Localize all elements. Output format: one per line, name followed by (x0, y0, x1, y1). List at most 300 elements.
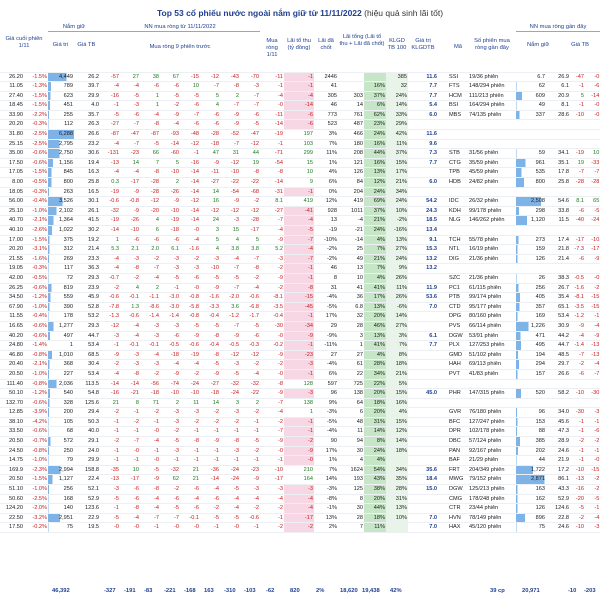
cell-avg-price: 24.0 (74, 446, 100, 456)
cell-total-profit: 487 (338, 120, 364, 130)
cell-session-8: -2 (240, 408, 260, 418)
table-row (0, 226, 600, 236)
cell-delta-1: -17 (570, 235, 585, 245)
cell-session-3: 1 (140, 101, 160, 111)
cell-session-5: -2 (180, 417, 200, 427)
cell-session-7: -1 (220, 427, 240, 437)
cell-session-8: -9 (240, 475, 260, 485)
cell-change: -0.3% (24, 120, 48, 130)
cell-net-buy: -11 (260, 72, 284, 82)
cell-total-profit: 32 (338, 312, 364, 322)
cell-code (448, 187, 468, 197)
cell-session-8: 3.8 (240, 245, 260, 255)
cell-profit-pct: 4% (364, 456, 386, 466)
cell-profit: -1 (284, 187, 314, 197)
cell-change: -0.6% (24, 331, 48, 341)
cell-session-6: -10 (200, 264, 220, 274)
cell-sessions: 164/294 phiên (468, 101, 516, 111)
cell-session-2: -4 (120, 82, 140, 92)
cell-code: MBS (448, 110, 468, 120)
cell-held-2: 273 (516, 235, 546, 245)
cell-session-4: -3 (160, 321, 180, 331)
cell-price: 26.20 (0, 72, 24, 82)
cell-held-2: 153 (516, 417, 546, 427)
cell-session-5: -1 (180, 456, 200, 466)
cell-session-2: -9 (120, 206, 140, 216)
cell-klgdtb (408, 408, 438, 418)
cell-held-2: 62 (516, 82, 546, 92)
cell-session-5: -0.8 (180, 312, 200, 322)
cell-delta-1: -7 (570, 350, 585, 360)
cell-avg-price-2: 124.6 (546, 504, 570, 514)
cell-held: 390 (48, 302, 74, 312)
cell-klgd: 12% (386, 427, 408, 437)
cell-session-6: -18 (200, 139, 220, 149)
cell-session-5: -0.1 (180, 513, 200, 523)
cell-klgd: 26% (386, 273, 408, 283)
cell-change: -2.5% (24, 139, 48, 149)
cell-delta-2: 10 (585, 149, 600, 159)
cell-session-2: -17 (120, 475, 140, 485)
cell-code: PTB (448, 293, 468, 303)
cell-held-2: 405 (516, 293, 546, 303)
cell-avg-price-2 (546, 139, 570, 149)
cell-sessions (468, 187, 516, 197)
cell-held: 4,449 (48, 72, 74, 82)
table-footer (0, 588, 600, 598)
cell-code: PVT (448, 369, 468, 379)
cell-session-6: -9 (200, 158, 220, 168)
cell-avg-price-2: 26.7 (546, 283, 570, 293)
cell-session-7: -12 (220, 158, 240, 168)
cell-held-2: 357 (516, 302, 546, 312)
cell-delta-1 (570, 264, 585, 274)
cell-delta-2: -7 (585, 168, 600, 178)
cell-profit-pct: 24% (364, 446, 386, 456)
cell-net-buy: -14 (260, 120, 284, 130)
cell-session-3: 38 (140, 72, 160, 82)
cell-session-3: -2 (140, 369, 160, 379)
cell-session-7: -12 (220, 206, 240, 216)
cell-delta-2: -33 (585, 158, 600, 168)
footer-total: 18,620 (340, 588, 358, 594)
cell-change: -3.9% (24, 408, 48, 418)
cell-sessions: 21/29 phiên (468, 456, 516, 466)
cell-klgd: 28% (386, 485, 408, 495)
cell-realized: -8% (314, 494, 338, 504)
cell-session-3: -1.4 (140, 312, 160, 322)
cell-session-4: -26 (160, 187, 180, 197)
cell-session-4: -60 (160, 149, 180, 159)
cell-session-4: -3.0 (160, 293, 180, 303)
cell-session-8: -28 (240, 216, 260, 226)
cell-avg-price: 113.5 (74, 379, 100, 389)
cell-profit: -2 (284, 437, 314, 447)
cell-avg-price-2: 34.0 (546, 408, 570, 418)
cell-avg-price-2 (546, 130, 570, 140)
cell-avg-price: 22.4 (74, 475, 100, 485)
footer-total-2: 19,438 (362, 588, 380, 594)
cell-session-5: -0.6 (180, 341, 200, 351)
cell-session-8: -5 (240, 321, 260, 331)
cell-held-2 (516, 187, 546, 197)
cell-code: FRT (448, 465, 468, 475)
cell-delta-2: -4 (585, 360, 600, 370)
cell-change: -1.0% (24, 206, 48, 216)
cell-profit-pct: 54% (364, 465, 386, 475)
cell-code: GVR (448, 408, 468, 418)
cell-code: BAF (448, 456, 468, 466)
cell-delta-2: -30 (585, 389, 600, 399)
cell-held: 6,288 (48, 130, 74, 140)
cell-avg-price: 52.9 (74, 494, 100, 504)
cell-session-4: -5 (160, 437, 180, 447)
cell-session-1: -1 (100, 456, 120, 466)
cell-held: 368 (48, 360, 74, 370)
cell-session-5: -8 (180, 437, 200, 447)
cell-session-8: -17 (240, 226, 260, 236)
cell-total-profit: 49 (338, 254, 364, 264)
cell-total-profit: 208 (338, 149, 364, 159)
table-row (0, 216, 600, 226)
cell-klgdtb: 53.6 (408, 293, 438, 303)
cell-avg-price: 25.8 (74, 178, 100, 188)
cell-profit-pct: 16% (364, 139, 386, 149)
cell-price: 20.20 (0, 120, 24, 130)
cell-session-7: -7 (220, 139, 240, 149)
cell-avg-price-2: 22.8 (546, 513, 570, 523)
cell-session-2: -7 (120, 139, 140, 149)
cell-held: 3,526 (48, 197, 74, 207)
table-row (0, 475, 600, 485)
cell-delta-1: -2 (570, 437, 585, 447)
cell-session-4: -93 (160, 130, 180, 140)
cell-klgd: 42% (386, 130, 408, 140)
cell-session-2: -2 (120, 417, 140, 427)
cell-session-8: -12 (240, 139, 260, 149)
cell-session-2: -5 (120, 91, 140, 101)
cell-total-profit: 14 (338, 101, 364, 111)
cell-change: -0.8% (24, 446, 48, 456)
cell-held-2: 520 (516, 389, 546, 399)
cell-klgd (386, 523, 408, 533)
cell-delta-2: -13 (585, 341, 600, 351)
cell-change: -0.3% (24, 264, 48, 274)
cell-session-2: -0.8 (120, 197, 140, 207)
cell-session-1: -7.8 (100, 302, 120, 312)
cell-held: 68 (48, 427, 74, 437)
cell-session-7: -4 (220, 254, 240, 264)
cell-delta-1: -1.2 (570, 312, 585, 322)
cell-profit-pct: 37% (364, 206, 386, 216)
cell-held: 269 (48, 254, 74, 264)
cell-held: 140 (48, 504, 74, 514)
cell-klgdtb: 54.2 (408, 197, 438, 207)
footer-realized: 2% (316, 588, 325, 594)
table-row (0, 485, 600, 495)
cell-session-5: -1.6 (180, 245, 200, 255)
cell-realized: -3% (314, 408, 338, 418)
cell-gap (438, 130, 448, 140)
header-sessions-label: Số phiên mua ròng gần đây (474, 38, 510, 51)
cell-profit-pct: 20% (364, 312, 386, 322)
header-avg-price-2: Giá TB (571, 42, 590, 48)
cell-session-5: -0 (180, 283, 200, 293)
cell-net-buy: -9 (260, 273, 284, 283)
cell-session-5: -15 (180, 72, 200, 82)
cell-avg-price-2: 54.6 (546, 197, 570, 207)
cell-profit-pct: 62% (364, 110, 386, 120)
cell-session-1: -0.6 (100, 197, 120, 207)
cell-session-2: 14 (120, 158, 140, 168)
cell-session-6: -1 (200, 456, 220, 466)
cell-session-4: -3 (160, 446, 180, 456)
cell-held-2: 75 (516, 523, 546, 533)
cell-profit: -6 (284, 120, 314, 130)
cell-net-buy: -8 (260, 168, 284, 178)
cell-net-buy: -0.4 (260, 312, 284, 322)
cell-profit-pct: 13% (364, 302, 386, 312)
cell-profit-pct (364, 72, 386, 82)
cell-session-5: -0 (180, 226, 200, 236)
cell-realized: 1% (314, 456, 338, 466)
cell-session-6: 5 (200, 235, 220, 245)
cell-total-profit: 180 (338, 139, 364, 149)
cell-change: -1.5% (24, 91, 48, 101)
cell-profit: -1 (284, 72, 314, 82)
cell-net-buy: -9 (260, 437, 284, 447)
cell-session-3: -9 (140, 475, 160, 485)
cell-profit-pct: 21% (364, 216, 386, 226)
cell-held-2: 159 (516, 245, 546, 255)
cell-session-3: -3 (140, 331, 160, 341)
cell-total-profit: 1 (338, 341, 364, 351)
cell-avg-price: 29.4 (74, 408, 100, 418)
cell-avg-price: 26.1 (74, 206, 100, 216)
table-row (0, 110, 600, 120)
cell-session-5: -14 (180, 178, 200, 188)
cell-avg-price: 29.9 (74, 456, 100, 466)
cell-held: 1,022 (48, 226, 74, 236)
cell-code: DBC (448, 437, 468, 447)
cell-session-4: -9 (160, 197, 180, 207)
cell-session-4: -14 (160, 139, 180, 149)
cell-session-4: -1.4 (160, 312, 180, 322)
cell-total-profit: 10 (338, 273, 364, 283)
cell-delta-1: -5 (570, 504, 585, 514)
cell-realized: 928 (314, 206, 338, 216)
cell-realized: 6% (314, 369, 338, 379)
cell-profit-pct: 44% (364, 504, 386, 514)
cell-net-buy: -9 (260, 235, 284, 245)
cell-session-3: -5 (140, 465, 160, 475)
cell-session-4: -10 (160, 206, 180, 216)
cell-code (448, 139, 468, 149)
cell-sessions: 80/160 phiên (468, 312, 516, 322)
cell-profit: -1 (284, 369, 314, 379)
cell-session-4: -3 (160, 264, 180, 274)
cell-klgdtb: 7.0 (408, 523, 438, 533)
cell-profit: -7 (284, 254, 314, 264)
cell-session-2: -10 (120, 226, 140, 236)
cell-avg-price: 53.4 (74, 369, 100, 379)
cell-profit: -9 (284, 331, 314, 341)
cell-profit: -1 (284, 427, 314, 437)
cell-code: HAH (448, 360, 468, 370)
cell-code: SSI (448, 72, 468, 82)
cell-profit-pct: 4% (364, 273, 386, 283)
cell-session-5: -48 (180, 130, 200, 140)
cell-sessions: 23/44 phiên (468, 504, 516, 514)
cell-change: -1.5% (24, 101, 48, 111)
cell-held-2: 126 (516, 254, 546, 264)
cell-code: CTD (448, 302, 468, 312)
cell-held: 2,994 (48, 465, 74, 475)
cell-total-profit: 30 (338, 504, 364, 514)
cell-session-7: -3 (220, 408, 240, 418)
page-title (0, 8, 600, 18)
cell-change: -1.0% (24, 456, 48, 466)
cell-sessions: 127/253 phiên (468, 341, 516, 351)
cell-avg-price: 125.6 (74, 398, 100, 408)
cell-delta-2: -28 (585, 178, 600, 188)
cell-held: 2,951 (48, 513, 74, 523)
cell-session-5: -14 (180, 187, 200, 197)
cell-change: -0.5% (24, 178, 48, 188)
table-row (0, 168, 600, 178)
cell-session-1: 5.3 (100, 245, 120, 255)
cell-change: -2.0% (24, 504, 48, 514)
table-row (0, 417, 600, 427)
cell-price: 40.10 (0, 226, 24, 236)
table-row (0, 427, 600, 437)
cell-change: -1.0% (24, 369, 48, 379)
cell-gap (438, 283, 448, 293)
cell-avg-price: 26.2 (74, 72, 100, 82)
cell-session-8: 5 (240, 235, 260, 245)
cell-session-8: -6.8 (240, 302, 260, 312)
cell-gap (438, 369, 448, 379)
cell-net-buy: -2 (260, 360, 284, 370)
cell-session-6: -9 (200, 369, 220, 379)
cell-sessions (468, 264, 516, 274)
cell-avg-price-2: 26.6 (546, 369, 570, 379)
cell-klgd: 11% (386, 283, 408, 293)
cell-session-6: 5 (200, 91, 220, 101)
cell-held: 168 (48, 494, 74, 504)
cell-price: 35.00 (0, 149, 24, 159)
cell-profit-pct: 41% (364, 341, 386, 351)
cell-realized: -19 (314, 226, 338, 236)
cell-avg-price: 30.2 (74, 226, 100, 236)
cell-held-2: 194 (516, 350, 546, 360)
cell-realized: -10% (314, 235, 338, 245)
cell-session-1: -2 (100, 437, 120, 447)
cell-avg-price-2: 35.4 (546, 293, 570, 303)
cell-held-2: 294 (516, 360, 546, 370)
cell-code (448, 379, 468, 389)
cell-held: 819 (48, 283, 74, 293)
cell-price: 31.80 (0, 130, 24, 140)
cell-klgdtb: 6.1 (408, 331, 438, 341)
cell-session-5: -14 (180, 206, 200, 216)
cell-session-6: -18 (200, 389, 220, 399)
cell-realized: 11% (314, 149, 338, 159)
cell-delta-1: 5 (570, 91, 585, 101)
cell-session-2: -17 (120, 178, 140, 188)
cell-session-7: -9 (220, 197, 240, 207)
cell-session-5: -6 (180, 120, 200, 130)
cell-realized: 1% (314, 158, 338, 168)
cell-delta-2: -14 (585, 91, 600, 101)
cell-session-7: -4 (220, 504, 240, 514)
cell-session-4: -3 (160, 254, 180, 264)
cell-change: -1.2% (24, 389, 48, 399)
footer-pct: 42% (390, 588, 402, 594)
cell-realized: 8 (314, 273, 338, 283)
cell-net-buy: -27 (260, 206, 284, 216)
cell-profit-pct: 41% (364, 283, 386, 293)
cell-sessions: 26/32 phiên (468, 197, 516, 207)
cell-session-7: -43 (220, 72, 240, 82)
cell-session-5: -1 (180, 446, 200, 456)
cell-session-1: -1 (100, 504, 120, 514)
cell-session-2: -4 (120, 168, 140, 178)
cell-held-2: 44 (516, 456, 546, 466)
cell-avg-price-2: 34.1 (546, 149, 570, 159)
cell-total-profit: 725 (338, 379, 364, 389)
table-row (0, 379, 600, 389)
cell-realized: 14% (314, 475, 338, 485)
cell-price: 17.50 (0, 158, 24, 168)
cell-session-1: -1.3 (100, 312, 120, 322)
cell-code: CTR (448, 504, 468, 514)
cell-session-6: -0.4 (200, 312, 220, 322)
cell-profit: -4 (284, 91, 314, 101)
cell-session-2: -0.1 (120, 341, 140, 351)
cell-session-1: -2 (100, 360, 120, 370)
cell-avg-price: 19.4 (74, 158, 100, 168)
cell-code: IDC (448, 197, 468, 207)
cell-profit: 9 (284, 178, 314, 188)
cell-session-1: 21 (100, 398, 120, 408)
cell-price: 50.10 (0, 389, 24, 399)
cell-code: HVN (448, 513, 468, 523)
cell-total-profit: 61 (338, 360, 364, 370)
title-main: Top 53 cổ phiếu nước ngoài nắm giữ từ 11/11/2022 (156, 8, 362, 18)
cell-held: 572 (48, 437, 74, 447)
cell-delta-1 (570, 398, 585, 408)
cell-avg-price: 29.3 (74, 273, 100, 283)
cell-price: 50.60 (0, 494, 24, 504)
cell-avg-price: 4.0 (74, 101, 100, 111)
cell-session-5: -1 (180, 149, 200, 159)
cell-code: PVS (448, 321, 468, 331)
cell-held-2: 495 (516, 341, 546, 351)
cell-session-8: -12 (240, 206, 260, 216)
cell-avg-price-2: 20.9 (546, 91, 570, 101)
cell-klgdtb: 18.5 (408, 216, 438, 226)
cell-profit: 15 (284, 158, 314, 168)
cell-avg-price: 53.4 (74, 341, 100, 351)
table-row (0, 273, 600, 283)
cell-delta-2: -1 (585, 504, 600, 514)
cell-session-4: -0 (160, 523, 180, 533)
cell-session-8: 19 (240, 158, 260, 168)
cell-delta-2: -6 (585, 82, 600, 92)
cell-session-3: -4 (140, 110, 160, 120)
cell-realized: -3% (314, 485, 338, 495)
